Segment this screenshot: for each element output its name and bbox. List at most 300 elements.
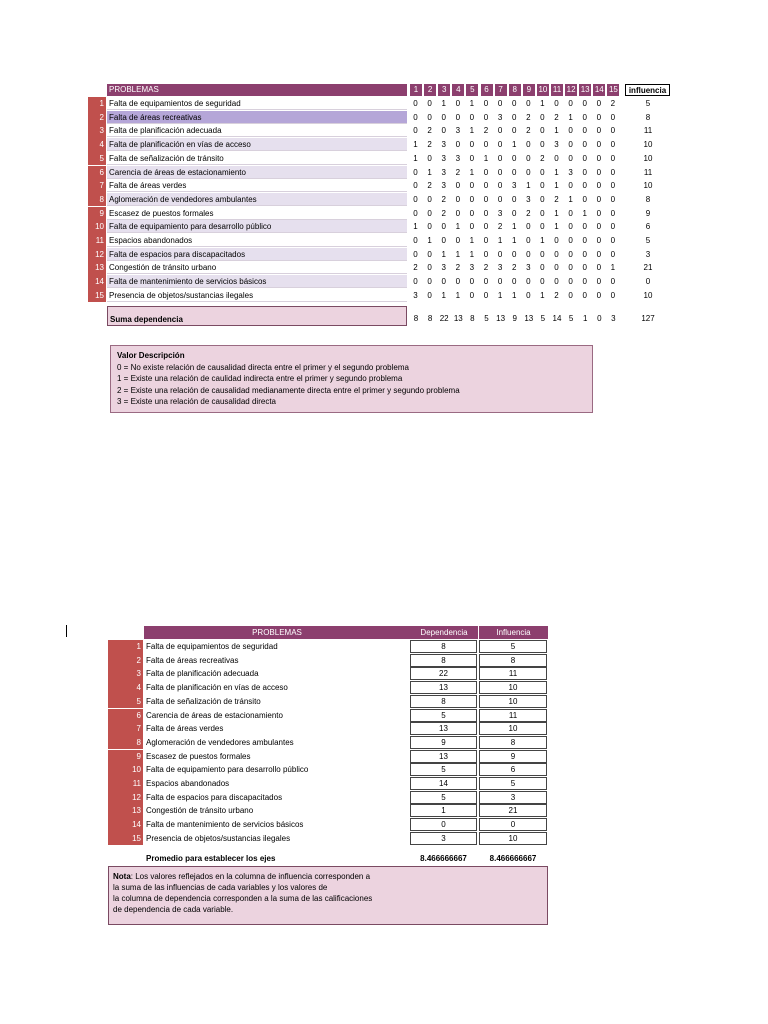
influencia-value: 11 xyxy=(479,667,547,680)
influencia-value: 9 xyxy=(479,750,547,763)
dependency-sum: 5 xyxy=(568,314,574,323)
matrix-cell: 0 xyxy=(554,249,559,259)
matrix-cell: 0 xyxy=(427,208,432,218)
matrix-cell: 1 xyxy=(540,99,545,108)
table-row xyxy=(108,667,548,681)
influencia-value: 10 xyxy=(479,722,547,735)
matrix-cell: 0 xyxy=(540,181,545,191)
matrix-cell: 0 xyxy=(483,277,489,287)
table2-average-row xyxy=(108,852,548,865)
matrix-cell: 0 xyxy=(568,126,573,136)
matrix-cell: 0 xyxy=(582,290,587,300)
matrix-cell: 3 xyxy=(441,167,446,177)
matrix-cell: 0 xyxy=(511,112,517,122)
matrix-cell: 1 xyxy=(497,290,503,300)
dependencia-value: 13 xyxy=(410,722,477,735)
matrix-cell: 0 xyxy=(483,290,489,300)
average-influencia: 8.466666667 xyxy=(489,854,537,863)
matrix-cell: 2 xyxy=(427,140,432,150)
matrix-cell: 0 xyxy=(526,277,531,287)
matrix-cell: 0 xyxy=(540,249,545,259)
influence-value: 10 xyxy=(643,181,653,191)
matrix-cell: 0 xyxy=(568,290,573,300)
matrix-cell: 2 xyxy=(526,126,531,136)
matrix-cell: 0 xyxy=(582,236,587,245)
matrix-cell: 2 xyxy=(413,263,418,273)
matrix-cell: 0 xyxy=(610,236,616,245)
matrix-cell: 0 xyxy=(582,181,587,191)
matrix-cell: 0 xyxy=(596,263,602,273)
matrix-col-header: 8 xyxy=(509,84,521,96)
matrix-cell: 2 xyxy=(427,126,432,136)
matrix-col-header: 4 xyxy=(452,84,464,96)
matrix-row xyxy=(88,124,670,138)
matrix-cell: 0 xyxy=(469,194,475,204)
influence-value: 3 xyxy=(645,249,651,259)
matrix-cell: 1 xyxy=(582,208,587,218)
matrix-cell: 1 xyxy=(455,222,461,232)
matrix-cell: 2 xyxy=(554,112,559,122)
matrix-cell: 0 xyxy=(540,167,545,177)
row-number: 6 xyxy=(108,709,143,723)
row-number: 13 xyxy=(88,261,106,275)
matrix-cell: 0 xyxy=(427,290,432,300)
table-row xyxy=(108,709,548,723)
matrix-col-header: 10 xyxy=(538,85,548,94)
matrix-cell: 0 xyxy=(526,222,531,232)
matrix-cell: 0 xyxy=(455,236,461,245)
influencia-value: 5 xyxy=(479,640,547,653)
matrix-cell: 0 xyxy=(427,263,432,273)
matrix-col-header: 5 xyxy=(466,84,478,96)
influence-value: 6 xyxy=(645,222,651,232)
matrix-cell: 0 xyxy=(526,140,531,150)
legend-line: 1 = Existe una relación de caulidad indirecta entre el primer y segundo problema xyxy=(117,374,403,383)
dependencia-value: 8 xyxy=(410,640,477,653)
dependencia-value: 5 xyxy=(410,791,477,804)
matrix-cell: 0 xyxy=(568,236,573,245)
matrix-row xyxy=(88,138,670,152)
matrix-cell: 0 xyxy=(455,277,461,287)
matrix-cell: 0 xyxy=(455,181,461,191)
matrix-cell: 1 xyxy=(610,263,616,273)
matrix-cell: 0 xyxy=(596,167,602,177)
matrix-cell: 0 xyxy=(582,263,587,273)
matrix-cell: 0 xyxy=(483,208,489,218)
matrix-cell: 0 xyxy=(469,181,475,191)
problem-name: Escasez de puestos formales xyxy=(146,751,251,761)
matrix-cell: 0 xyxy=(582,153,587,163)
problem-name: Falta de equipamientos de seguridad xyxy=(146,642,278,651)
matrix-cell: 2 xyxy=(526,208,531,218)
matrix-cell: 0 xyxy=(413,181,418,191)
row-number: 11 xyxy=(108,777,143,791)
matrix-cell: 1 xyxy=(554,208,559,218)
matrix-cell: 0 xyxy=(596,153,602,163)
problem-name: Falta de espacios para discapacitados xyxy=(146,792,283,802)
matrix-cell: 0 xyxy=(526,290,531,300)
matrix-cell: 0 xyxy=(441,236,446,245)
row-number: 1 xyxy=(108,640,143,654)
row-number: 1 xyxy=(88,97,106,111)
matrix-cell: 0 xyxy=(511,99,517,108)
matrix-cell: 2 xyxy=(441,194,446,204)
influencia-value: 11 xyxy=(479,709,547,722)
matrix-sum-label: Suma dependencia xyxy=(107,306,407,326)
matrix-cell: 0 xyxy=(610,167,616,177)
influencia-value: 10 xyxy=(479,695,547,708)
matrix-cell: 3 xyxy=(455,126,461,136)
matrix-cell: 2 xyxy=(526,112,531,122)
matrix-cell: 0 xyxy=(469,290,475,300)
matrix-cell: 0 xyxy=(441,126,446,136)
matrix-cell: 0 xyxy=(596,290,602,300)
matrix-cell: 1 xyxy=(469,236,475,245)
matrix-cell: 2 xyxy=(511,263,517,273)
matrix-col-header: 15 xyxy=(608,85,618,94)
row-number: 7 xyxy=(108,722,143,736)
matrix-cell: 0 xyxy=(526,249,531,259)
matrix-cell: 0 xyxy=(568,99,573,108)
matrix-cell: 1 xyxy=(540,236,545,245)
table-row xyxy=(108,791,548,805)
matrix-cell: 1 xyxy=(526,181,531,191)
matrix-cell: 2 xyxy=(554,290,559,300)
matrix-cell: 1 xyxy=(554,167,559,177)
row-number: 5 xyxy=(88,152,106,166)
influencia-value: 21 xyxy=(479,804,547,817)
problem-name: Falta de áreas verdes xyxy=(107,179,407,192)
row-number: 5 xyxy=(108,695,143,709)
matrix-cell: 0 xyxy=(568,263,573,273)
row-number: 14 xyxy=(108,818,143,832)
matrix-cell: 1 xyxy=(554,181,559,191)
matrix-cell: 0 xyxy=(497,167,503,177)
problem-name: Falta de señalización de tránsito xyxy=(146,696,261,706)
matrix-cell: 0 xyxy=(413,277,418,287)
influence-value: 11 xyxy=(643,126,653,136)
matrix-col-header: 6 xyxy=(481,84,493,96)
matrix-cell: 0 xyxy=(427,99,432,108)
problem-name: Falta de áreas verdes xyxy=(146,724,224,734)
matrix-cell: 0 xyxy=(427,194,432,204)
influence-value: 8 xyxy=(645,112,651,122)
matrix-cell: 0 xyxy=(610,249,616,259)
table2-header-dependencia: Dependencia xyxy=(410,626,478,639)
matrix-cell: 0 xyxy=(455,208,461,218)
dependencia-value: 9 xyxy=(410,736,477,749)
matrix-cell: 0 xyxy=(568,208,573,218)
matrix-cell: 0 xyxy=(497,126,503,136)
dependencia-value: 5 xyxy=(410,709,477,722)
dependency-sum: 8 xyxy=(413,314,419,323)
matrix-cell: 1 xyxy=(469,126,475,136)
matrix-cell: 0 xyxy=(483,167,489,177)
matrix-cell: 0 xyxy=(469,222,475,232)
problem-name: Espacios abandonados xyxy=(107,234,407,247)
matrix-cell: 3 xyxy=(455,153,461,163)
matrix-cell: 0 xyxy=(511,249,517,259)
dependency-sum: 8 xyxy=(470,314,475,323)
matrix-cell: 1 xyxy=(441,99,446,108)
note-line xyxy=(113,871,543,882)
problem-name: Falta de planificación en vías de acceso xyxy=(107,138,407,151)
matrix-cell: 0 xyxy=(427,277,432,287)
matrix-cell: 3 xyxy=(441,153,446,163)
problem-name: Falta de señalización de tránsito xyxy=(107,152,407,165)
table2-header-influencia: Influencia xyxy=(479,626,548,639)
matrix-cell: 0 xyxy=(582,222,587,232)
matrix-cell: 0 xyxy=(540,208,545,218)
table-row xyxy=(108,777,548,791)
matrix-cell: 1 xyxy=(441,249,446,259)
matrix-cell: 0 xyxy=(610,290,616,300)
influencia-value: 8 xyxy=(479,736,547,749)
row-number: 4 xyxy=(88,138,106,152)
matrix-cell: 0 xyxy=(526,153,531,163)
matrix-cell: 3 xyxy=(469,263,475,273)
table-row xyxy=(108,640,548,654)
matrix-cell: 0 xyxy=(568,249,573,259)
matrix-cell: 0 xyxy=(483,236,489,245)
influencia-value: 3 xyxy=(479,791,547,804)
matrix-cell: 1 xyxy=(511,290,517,300)
row-number: 13 xyxy=(108,804,143,818)
matrix-cell: 0 xyxy=(455,99,461,108)
matrix-cell: 0 xyxy=(568,181,573,191)
row-number: 10 xyxy=(108,763,143,777)
matrix-cell: 0 xyxy=(596,277,602,287)
dependencia-value: 14 xyxy=(410,777,477,790)
matrix-cell: 0 xyxy=(582,194,587,204)
matrix-cell: 0 xyxy=(596,181,602,191)
note-text: : Los valores reflejados en la columna de influencia corresponden a xyxy=(130,872,371,881)
matrix-cell: 0 xyxy=(413,249,418,259)
influencia-value: 8 xyxy=(479,654,547,667)
matrix-cell: 1 xyxy=(469,99,475,108)
row-number: 7 xyxy=(88,179,106,193)
note-bold-label: Nota xyxy=(113,872,131,881)
matrix-cell: 1 xyxy=(511,236,517,245)
matrix-cell: 0 xyxy=(582,99,587,108)
matrix-cell: 0 xyxy=(540,194,545,204)
matrix-cell: 3 xyxy=(441,181,446,191)
matrix-cell: 0 xyxy=(596,236,602,245)
problem-name: Falta de equipamiento para desarrollo público xyxy=(146,765,309,775)
row-number: 8 xyxy=(108,736,143,750)
matrix-cell: 0 xyxy=(554,236,559,245)
matrix-cell: 1 xyxy=(427,236,432,245)
matrix-cell: 0 xyxy=(469,277,475,287)
matrix-cell: 0 xyxy=(483,181,489,191)
dependencia-value: 13 xyxy=(410,750,477,763)
dependency-sum: 13 xyxy=(524,314,534,323)
text-cursor xyxy=(66,625,67,637)
matrix-cell: 0 xyxy=(526,99,531,108)
matrix-cell: 0 xyxy=(511,167,517,177)
matrix-cell: 0 xyxy=(483,112,489,122)
row-number: 11 xyxy=(88,234,106,248)
matrix-cell: 2 xyxy=(441,208,446,218)
matrix-header-influencia: influencia xyxy=(625,84,670,96)
influence-value: 10 xyxy=(643,153,653,163)
matrix-cell: 2 xyxy=(540,153,545,163)
matrix-cell: 0 xyxy=(413,112,418,122)
matrix-row xyxy=(88,166,670,180)
influencia-value: 5 xyxy=(479,777,547,790)
matrix-row xyxy=(88,248,670,262)
matrix-cell: 0 xyxy=(511,277,517,287)
matrix-cell: 0 xyxy=(483,222,489,232)
matrix-cell: 3 xyxy=(441,263,446,273)
matrix-cell: 0 xyxy=(596,99,602,108)
matrix-cell: 0 xyxy=(554,277,559,287)
matrix-cell: 0 xyxy=(582,277,587,287)
dependencia-value: 8 xyxy=(410,654,477,667)
matrix-cell: 0 xyxy=(610,181,616,191)
problem-name[interactable]: Falta de áreas recreativas xyxy=(107,111,407,124)
influence-value: 0 xyxy=(645,277,651,287)
dependencia-value: 1 xyxy=(410,804,477,817)
dependencia-value: 8 xyxy=(410,695,477,708)
dependencia-value: 5 xyxy=(410,763,477,776)
note-line: de dependencia de cada variable. xyxy=(113,905,234,914)
problem-name: Falta de áreas recreativas xyxy=(146,655,239,665)
matrix-col-header: 14 xyxy=(594,85,604,94)
influence-value: 9 xyxy=(645,208,651,218)
matrix-cell: 0 xyxy=(413,167,418,177)
influencia-value: 6 xyxy=(479,763,547,776)
matrix-cell: 3 xyxy=(497,208,503,218)
matrix-cell: 0 xyxy=(582,112,587,122)
matrix-col-header: 1 xyxy=(410,84,422,96)
matrix-cell: 0 xyxy=(511,153,517,163)
matrix-cell: 0 xyxy=(610,277,616,287)
influence-value: 11 xyxy=(643,167,653,177)
matrix-cell: 1 xyxy=(540,290,545,300)
influence-value: 10 xyxy=(643,140,653,150)
matrix-cell: 1 xyxy=(483,153,489,163)
matrix-cell: 0 xyxy=(582,167,587,177)
matrix-cell: 1 xyxy=(441,290,446,300)
table-row xyxy=(108,736,548,750)
matrix-col-header: 11 xyxy=(552,85,562,94)
matrix-cell: 0 xyxy=(483,194,489,204)
matrix-cell: 0 xyxy=(610,222,616,232)
matrix-cell: 0 xyxy=(554,263,559,273)
matrix-row xyxy=(88,179,670,193)
table-row xyxy=(108,832,548,846)
matrix-cell: 3 xyxy=(413,290,418,300)
table-row xyxy=(108,722,548,736)
matrix-cell: 0 xyxy=(455,140,461,150)
matrix-cell: 0 xyxy=(540,263,545,273)
dependency-sum: 14 xyxy=(552,314,562,323)
dependency-sum: 13 xyxy=(453,314,463,323)
matrix-cell: 0 xyxy=(610,112,616,122)
dependencia-value: 13 xyxy=(410,681,477,694)
problem-name: Falta de espacios para discapacitados xyxy=(107,248,407,261)
matrix-row xyxy=(88,220,670,234)
matrix-cell: 0 xyxy=(455,194,461,204)
row-number: 15 xyxy=(88,289,106,303)
row-number: 6 xyxy=(88,166,106,180)
matrix-cell: 0 xyxy=(497,140,503,150)
matrix-cell: 0 xyxy=(568,277,573,287)
matrix-row xyxy=(88,97,670,111)
table-row xyxy=(108,763,548,777)
matrix-cell: 2 xyxy=(497,222,503,232)
problem-name: Congestión de tránsito urbano xyxy=(146,806,254,816)
value-legend xyxy=(110,345,593,413)
matrix-col-header: 13 xyxy=(580,85,590,94)
matrix-cell: 0 xyxy=(540,112,545,122)
matrix-cell: 0 xyxy=(469,208,475,218)
influence-value: 21 xyxy=(643,263,653,273)
matrix-cell: 1 xyxy=(469,167,475,177)
matrix-col-header: 12 xyxy=(566,85,576,94)
matrix-cell: 0 xyxy=(483,249,489,259)
matrix-cell: 0 xyxy=(497,194,503,204)
matrix-cell: 1 xyxy=(511,222,517,232)
row-number: 3 xyxy=(88,124,106,138)
problem-name: Presencia de objetos/sustancias ilegales xyxy=(146,833,291,843)
row-number: 4 xyxy=(108,681,143,695)
matrix-cell: 1 xyxy=(413,140,418,150)
row-number: 9 xyxy=(88,207,106,221)
influence-value: 5 xyxy=(645,99,651,108)
row-number: 12 xyxy=(88,248,106,262)
matrix-cell: 0 xyxy=(568,153,573,163)
matrix-cell: 1 xyxy=(413,222,418,232)
matrix-cell: 0 xyxy=(610,208,616,218)
matrix-cell: 1 xyxy=(568,112,573,122)
matrix-cell: 0 xyxy=(413,236,418,245)
dependencia-value: 3 xyxy=(410,832,477,845)
row-number: 15 xyxy=(108,832,143,846)
matrix-row xyxy=(88,275,670,289)
matrix-cell: 0 xyxy=(483,140,489,150)
matrix-cell: 0 xyxy=(483,99,489,108)
matrix-cell: 0 xyxy=(511,126,517,136)
matrix-col-header: 3 xyxy=(438,84,450,96)
matrix-cell: 1 xyxy=(413,153,418,163)
matrix-cell: 0 xyxy=(441,222,446,232)
matrix-cell: 2 xyxy=(483,126,489,136)
matrix-cell: 1 xyxy=(469,249,475,259)
matrix-row xyxy=(88,261,670,275)
matrix-cell: 0 xyxy=(540,277,545,287)
row-number: 2 xyxy=(88,111,106,125)
matrix-cell: 1 xyxy=(455,290,461,300)
matrix-cell: 1 xyxy=(455,249,461,259)
matrix-cell: 0 xyxy=(596,222,602,232)
matrix-cell: 0 xyxy=(427,249,432,259)
matrix-cell: 1 xyxy=(511,140,517,150)
matrix-cell: 0 xyxy=(540,140,545,150)
matrix-cell: 0 xyxy=(582,249,587,259)
matrix-cell: 0 xyxy=(511,194,517,204)
problem-name: Falta de equipamientos de seguridad xyxy=(107,97,407,110)
matrix-cell: 2 xyxy=(483,263,489,273)
matrix-cell: 0 xyxy=(610,126,616,136)
matrix-cell: 0 xyxy=(497,181,503,191)
matrix-cell: 0 xyxy=(610,153,616,163)
problem-name: Aglomeración de vendedores ambulantes xyxy=(107,193,407,206)
matrix-cell: 3 xyxy=(441,140,446,150)
note-box xyxy=(108,866,548,925)
matrix-cell: 0 xyxy=(582,140,587,150)
